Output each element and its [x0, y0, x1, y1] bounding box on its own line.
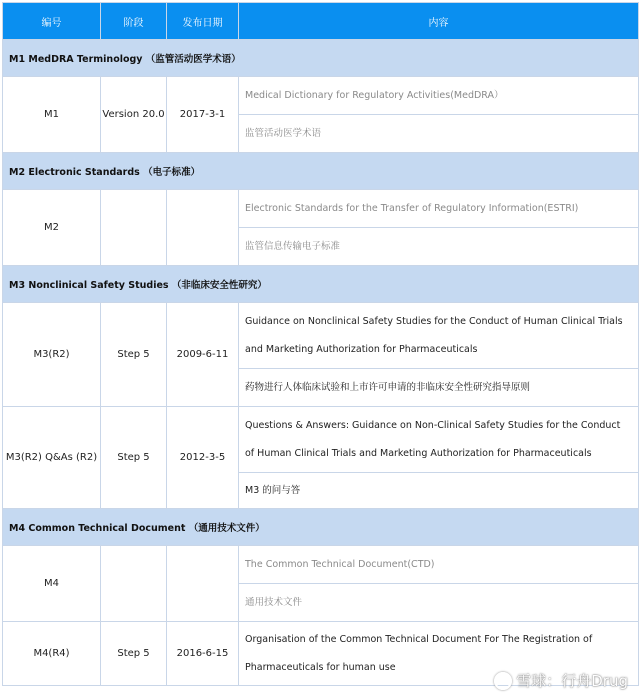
table-header: [3, 3, 639, 40]
code-cell: M3(R2): [3, 303, 101, 407]
section-title: M3 Nonclinical Safety Studies （非临床安全性研究）: [3, 266, 639, 303]
ich-m-guidelines-table: [2, 2, 639, 686]
date-cell: [167, 546, 239, 622]
code-cell: M2: [3, 190, 101, 266]
content-chinese: 监管信息传输电子标准: [239, 228, 639, 266]
stage-cell: Step 5: [101, 407, 167, 509]
content-chinese: 药物进行人体临床试验和上市许可申请的非临床安全性研究指导原则: [239, 369, 639, 407]
table-row: [3, 407, 639, 473]
date-cell: 2017-3-1: [167, 77, 239, 153]
section-header-m2: [3, 153, 639, 190]
stage-cell: Step 5: [101, 303, 167, 407]
content-chinese: 通用技术文件: [239, 584, 639, 622]
table-row: [3, 77, 639, 115]
date-cell: 2012-3-5: [167, 407, 239, 509]
section-header-m1: [3, 40, 639, 77]
stage-cell: [101, 190, 167, 266]
section-title: M1 MedDRA Terminology （监管活动医学术语）: [3, 40, 639, 77]
section-title: M4 Common Technical Document （通用技术文件）: [3, 509, 639, 546]
content-english: Questions & Answers: Guidance on Non-Clinical Safety Studies for the Conduct of Human Clinical Trials and Marketing Authorization for Pharmaceuticals: [239, 407, 639, 473]
section-header-m3: [3, 266, 639, 303]
content-english: Guidance on Nonclinical Safety Studies for the Conduct of Human Clinical Trials and Marketing Authorization for Pharmaceuticals: [239, 303, 639, 369]
date-cell: [167, 190, 239, 266]
table-row: [3, 303, 639, 369]
stage-cell: [101, 546, 167, 622]
code-cell: M4(R4): [3, 622, 101, 686]
content-english: Electronic Standards for the Transfer of Regulatory Information(ESTRI): [239, 190, 639, 228]
section-title: M2 Electronic Standards （电子标准）: [3, 153, 639, 190]
content-english: The Common Technical Document(CTD): [239, 546, 639, 584]
header-content: 内容: [239, 3, 639, 40]
header-stage: 阶段: [101, 3, 167, 40]
stage-cell: Version 20.0: [101, 77, 167, 153]
content-chinese: M3 的问与答: [239, 473, 639, 509]
code-cell: M3(R2) Q&As (R2): [3, 407, 101, 509]
watermark-text: 雪球：行舟Drug: [516, 670, 628, 691]
header-code: 编号: [3, 3, 101, 40]
section-header-m4: [3, 509, 639, 546]
table-row: [3, 546, 639, 584]
code-cell: M4: [3, 546, 101, 622]
table-row: [3, 190, 639, 228]
header-date: 发布日期: [167, 3, 239, 40]
code-cell: M1: [3, 77, 101, 153]
content-english: Medical Dictionary for Regulatory Activities(MedDRA）: [239, 77, 639, 115]
content-english: Organisation of the Common Technical Document For The Registration of Pharmaceuticals for human use: [239, 622, 639, 686]
content-chinese: 监管活动医学术语: [239, 115, 639, 153]
date-cell: 2009-6-11: [167, 303, 239, 407]
stage-cell: Step 5: [101, 622, 167, 686]
snowball-logo-icon: [494, 672, 512, 690]
date-cell: 2016-6-15: [167, 622, 239, 686]
watermark: [494, 670, 628, 691]
